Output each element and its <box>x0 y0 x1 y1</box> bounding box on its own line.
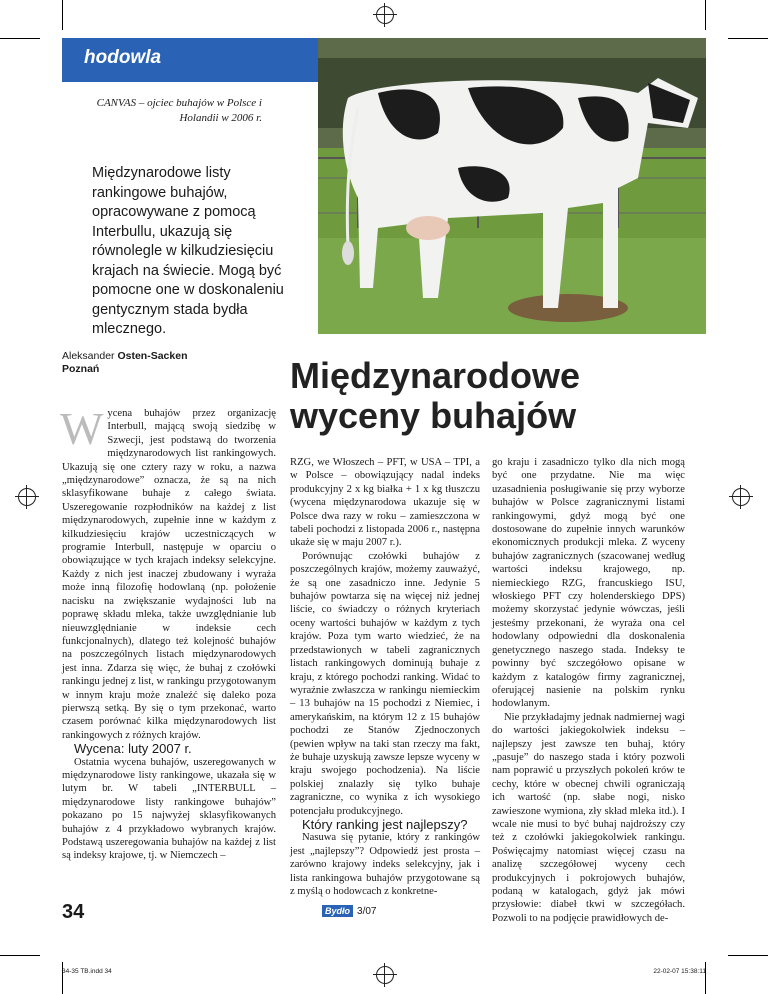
registration-mark-icon <box>18 488 36 506</box>
print-slug-date: 22-02-07 15:38:11 <box>653 968 706 975</box>
article-column-2 <box>290 456 480 898</box>
author-name: Osten-Sacken <box>117 350 188 362</box>
paragraph: Nasuwa się pytanie, który z rankingów jest „najlepszy”? Odpowiedź jest prosta – zarówno krajowy indeks selekcyjny, jak i lista rankingowa buhajów przygotowane są z myślą o hodowcach z konkretne- <box>290 832 480 897</box>
registration-mark-icon <box>376 966 394 984</box>
article-column-3 <box>492 456 685 925</box>
cow-photo <box>318 38 706 334</box>
photo-caption: CANVAS – ojciec buhajów w Polsce i Holandii w 2006 r. <box>96 97 262 124</box>
paragraph: Porównując czołówki buhajów z poszczególnych krajów, możemy zauważyć, że są one zasadniczo inne. Jedynie 5 buhajów powtarza się na więcej niż jednej liście, co świadczy o różnych kryteriach oceny wartości buhajów w każdym z tych krajów. Poza tym warto wiedzieć, że na przedstawionych w tabeli zagranicznych listach rankingowych dominują buhaje z kraju, z którego pochodzi ranking. Widać to wyraźnie zwłaszcza w rankingu niemieckim – 13 buhajów na 15 pochodzi z Niemiec, i amerykańskim, na którym 12 z 15 buhajów pochodzi ze Stanów Zjednoczonych (pewien wpływ na taki stan rzeczy ma fakt, że buhaje uzyskują zawsze lepsze wyceny w kraju swojego pochodzenia). Na liście polskiej znalazły się tylko buhaje zagraniczne, co wynika z ich wysokiego potencjału produkcyjnego. <box>290 550 480 817</box>
paragraph: ycena buhajów przez organizację Interbull, mającą swoją siedzibę w Szwecji, jest podstawą do tworzenia międzynarodowych list rankingowych. Ukazują się one cztery razy w roku, a nazwa „międzynarodowe” oznacza, że są na nich sklasyfikowane buhaje z całego świata. Uszeregowanie rozpłodników na każdej z list międzynarodowych, zupełnie inne w każdym z kilkudziesięciu krajów uczestniczących w programie Interbull, następuje w oparciu o obowiązujące w tych krajach indeksy selekcyjne. Każdy z nich jest inaczej zbudowany i wyraża może inną filozofię hodowlaną (np. położenie nacisku na zwiększanie wydajności lub na poprawę składu mleka, także uwzględnianie lub nieuwzględnianie w indeksie cech funkcjonalnych), dlatego też kolejność buhajów na poszczególnych listach międzynarodowych jest inna. Zdarza się więc, że buhaj z czołówki rankingu jednej z list, w rankingu przygotowanym w innym kraju może znaleźć się daleko poza pierwszą setką. By się o tym przekonać, warto czasem porównać kilka międzynarodowych list rankingowych z różnych krajów. <box>62 408 276 741</box>
article-column-1 <box>60 403 276 863</box>
page-number: 34 <box>62 901 85 923</box>
author-prefix: Aleksander <box>62 350 118 362</box>
subheading: Wycena: luty 2007 r. <box>74 741 192 757</box>
print-slug-file: 34-35 TB.indd 34 <box>62 968 112 975</box>
section-label: hodowla <box>84 47 162 68</box>
paragraph: Ostatnia wycena buhajów, uszeregowanych w międzynarodowe listy rankingowe, ukazała się w lutym br. W tabeli „INTERBULL – międzynarodowe listy rankingowe buhajów” pokazano po 15 najwyżej sklasyfikowanych buhajów z 4 przykładowo wybranych krajów. Podstawą uszeregowania buhajów na każdej z list są indeksy krajowe, tj. w Niemczech – <box>62 756 276 862</box>
subheading: Który ranking jest najlepszy? <box>302 816 468 832</box>
registration-mark-icon <box>376 6 394 24</box>
magazine-footer <box>322 905 376 917</box>
issue-number: 3/07 <box>357 906 377 917</box>
lead-paragraph: Międzynarodowe listy rankingowe buhajów, opracowywane z pomocą Interbullu, ukazują się równolegle w kilkudziesięciu krajach na świecie. Mogą być pomocne one w doskonaleniu gentycznym stada bydła mlecznego. <box>92 165 284 337</box>
registration-mark-icon <box>732 488 750 506</box>
magazine-logo: Bydło <box>322 905 353 917</box>
paragraph: RZG, we Włoszech – PFT, w USA – TPI, a w Polsce – obowiązujący nadal indeks produkcyjny 2 x kg białka + 1 x kg tłuszczu (wycena międzynarodowa ukazuje się w Polsce dwa razy w roku – zamieszczona w tabeli pochodzi z listopada 2006 r., następna ukaże się w maju 2007 r.). <box>290 457 480 549</box>
author-block <box>62 350 187 376</box>
author-city: Poznań <box>62 363 100 375</box>
article-headline: Międzynarodowe wyceny buhajów <box>290 355 581 436</box>
paragraph: Nie przykładajmy jednak nadmiernej wagi do wartości jakiegokolwiek indeksu – najlepszy jest zawsze ten buhaj, który „pasuje” do naszego stada i który pozwoli nam poprawić u przyszłych pokoleń krów te cechy, które w obecnej chwili ograniczają ich wartość (np. słabe nogi, nisko zawieszone wymiona, zły skład mleka itd.). I wcale nie musi to być buhaj najdroższy czy też z czołówki jakiegokolwiek rankingu. Poświęcajmy natomiast więcej czasu na analizę szczegółowej wyceny cech produkcyjnych i pokrojowych buhajów, podaną w katalogach, gdyż jak mówi przysłowie: diabeł tkwi w szczegółach. Pozwoli to na podjęcie prawidłowych de- <box>492 711 685 924</box>
paragraph: go kraju i zasadniczo tylko dla nich mogą być one przydatne. Nie ma więc uzasadnienia posługiwanie się przy wyborze buhajów w Polsce zagranicznymi listami rankingowymi, gdyż mogą być one dostosowane do zupełnie innych warunków ekonomicznych produkcji mleka. Z wyceny buhajów zagranicznych (szacowanej według wartości indeksu krajowego, np. niemieckiego RZG, francuskiego ISU, włoskiego PFT czy holenderskiego DPS) możemy skorzystać jedynie wówczas, jeśli jesteśmy przekonani, że wyraża ona cel hodowlany odpowiedni dla doskonalenia genetycznego naszego stada. Indeksy te powinny być szczegółowo opisane w każdym z katalogów firmy zagranicznej, oferującej nasienie na polskim rynku hodowlanym. <box>492 457 685 710</box>
section-banner <box>62 38 318 82</box>
drop-cap: W <box>60 403 104 454</box>
